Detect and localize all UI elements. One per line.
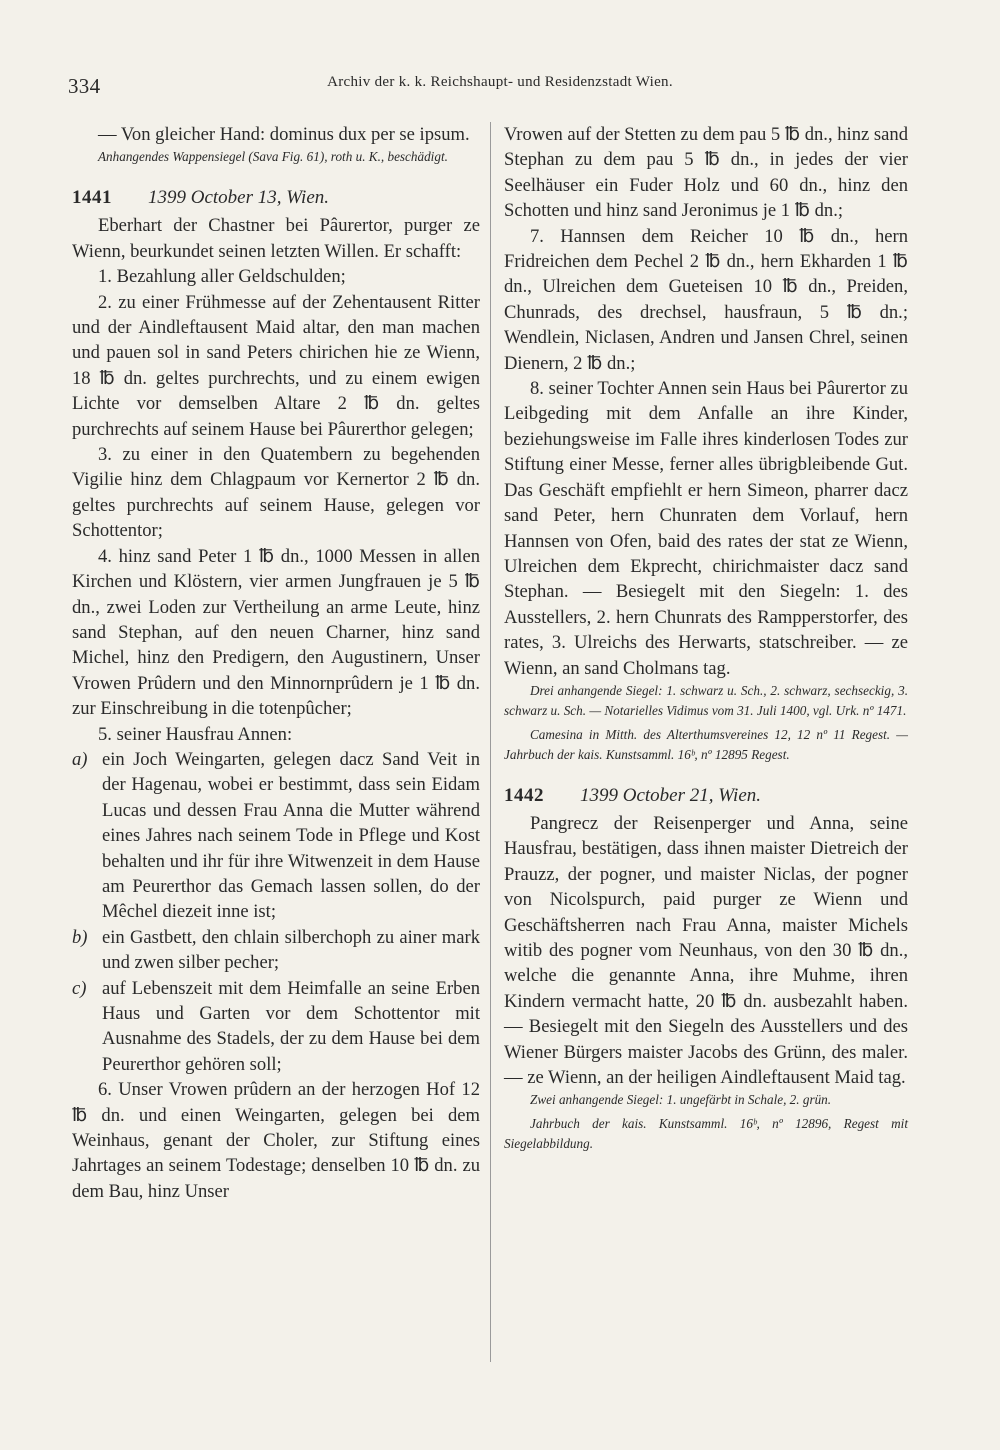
sub-item: [72, 925, 480, 976]
seal-note: Anhangendes Wappensiegel (Sava Fig. 61), roth u. K., beschädigt.: [98, 149, 448, 165]
list-item: 3. zu einer in den Quatembern zu begehenden Vigilie hinz dem Chlagpaum vor Kernertor 2 ℔ dn. geltes purchrechts auf seinem Hause, gelegen vor Schottentor;: [72, 444, 480, 542]
list-item: 8. seiner Tochter Annen sein Haus bei Pâurertor zu Leibgeding mit dem Anfalle an ihre Kinder, beziehungsweise im Falle ihres kinderlosen Todes zur Stiftung einer Messe, ferner alles übrigbleibende Gut. Das Geschäft empfiehlt er hern Simeon, pharrer dacz sand Peter, hern Chunraten dem Vorlauf, hern Hannsen von Ofen, baid des rates der stat ze Wienn, Ulreichen dem Ekprecht, chirichmaister dacz sand Stephan. — Besiegelt mit den Siegeln: 1. des Ausstellers, 2. hern Chunrats des Rampperstorfer, des rates, 3. Ulreichs des Herwarts, statschreiber. — ze Wienn, an sand Cholmans tag.: [504, 378, 908, 679]
entry-number: 1441: [72, 187, 112, 209]
list-item: 1. Bezahlung aller Geldschulden;: [98, 266, 346, 288]
list-item: 6. Unser Vrowen prûdern an der herzogen Hof 12 ℔ dn. und einen Weingarten, gelegen bei dem Weinhaus, genant der Choler, zur Stiftung eines Jahrtages an seinem Todestage; denselben 10 ℔ dn. zu dem Bau, hinz Unser: [72, 1079, 480, 1202]
left-column: [72, 122, 480, 1204]
column-divider: [490, 122, 491, 1362]
seal-note: Zwei anhangende Siegel: 1. ungefärbt in Schale, 2. grün.: [530, 1092, 832, 1108]
entry-date: 1399 October 21, Wien.: [580, 784, 762, 806]
continuation-text: Vrowen auf der Stetten zu dem pau 5 ℔ dn., hinz sand Stephan zu dem pau 5 ℔ dn., in jedes der vier Seelhäuser ein Fuder Holz und 60 dn., hinz den Schotten und hinz sand Jeronimus je 1 ℔ dn.;: [504, 124, 908, 222]
sub-item: [72, 976, 480, 1078]
sub-item-label: a): [72, 748, 88, 770]
reference-note: Jahrbuch der kais. Kunstsamml. 16ᵇ, nº 12896, Regest mit Siegelabbildung.: [504, 1116, 908, 1152]
entry-number: 1442: [504, 784, 544, 806]
page-number: 334: [68, 74, 101, 98]
list-item: 5. seiner Hausfrau Annen:: [98, 723, 293, 745]
right-column: [504, 122, 908, 1154]
entry-date: 1399 October 13, Wien.: [148, 187, 330, 209]
intro-line: — Von gleicher Hand: dominus dux per se ipsum.: [98, 124, 470, 145]
page-header: [68, 74, 932, 104]
entry-opening: Eberhart der Chastner bei Pâurertor, purger ze Wienn, beurkundet seinen letzten Willen. Er schafft:: [72, 215, 480, 262]
sub-item-text: ein Joch Weingarten, gelegen dacz Sand Veit in der Hagenau, wobei er bestimmt, dass sein Eidam Lucas und dessen Frau Anna die Mutter während eines Jahres nach seinem Tode in Pflege und Kost behalten und ihr für ihre Witwenzeit in dem Hause am Peurerthor das Gemach lassen sollen, do der Mêchel diezeit inne ist;: [102, 748, 480, 923]
sub-item-label: b): [72, 926, 88, 948]
reference-note: Camesina in Mitth. des Alterthumsvereines 12, 12 nº 11 Regest. — Jahrbuch der kais. Kunstsamml. 16ᵇ, nº 12895 Regest.: [504, 726, 908, 762]
list-item: 2. zu einer Frühmesse auf der Zehentausent Ritter und der Aindleftausent Maid altar, den man machen und pauen sol in sand Peters chirichen hie ze Wienn, 18 ℔ dn. geltes purchrechts, und zu einem ewigen Lichte vor demselben Altare 2 ℔ dn. geltes purchrechts auf seinem Hause bei Pâurerthor gelegen;: [72, 291, 480, 440]
sub-item-text: auf Lebenszeit mit dem Heimfalle an seine Erben Haus und Garten vor dem Schottentor mit Ausnahme des Stadels, der zu dem Hause bei dem Peurerthor gehören soll;: [102, 977, 480, 1075]
entry-heading-1441: [72, 183, 480, 213]
list-item: 7. Hannsen dem Reicher 10 ℔ dn., hern Fridreichen dem Pechel 2 ℔ dn., hern Ekharden 1 ℔ dn., Ulreichen dem Gueteisen 10 ℔ dn., Preiden, Chunrads, des drechsel, hausfraun, 5 ℔ dn.; Wendlein, Niclasen, Andren und Jansen Chrel, seinen Dienern, 2 ℔ dn.;: [504, 225, 908, 374]
list-item: 4. hinz sand Peter 1 ℔ dn., 1000 Messen in allen Kirchen und Klöstern, vier armen Jungfrauen je 5 ℔ dn., zwei Loden zur Vertheilung an arme Leute, hinz sand Stephan, auf den neuen Charner, hinz sand Michel, hinz den Predigern, den Augustinern, Unser Vrowen Prûdern und den Minnornprûdern je 1 ℔ dn. zur Einschreibung in die totenpûcher;: [72, 545, 480, 720]
sub-item: [72, 747, 480, 925]
entry-heading-1442: [504, 781, 908, 811]
sub-item-text: ein Gastbett, den chlain silberchoph zu ainer mark und zwen silber pecher;: [102, 926, 480, 974]
entry-text: Pangrecz der Reisenperger und Anna, seine Hausfrau, bestätigen, dass ihnen maister Dietreich der Prauzz, der pogner, und maister Niclas, der pogner von Nicolspurch, paid purger ze Wienn und Geschäftsherren nach Frau Anna, maister Michels witib des pogner vom Neunhaus, von den 30 ℔ dn., welche die genannte Anna, ihre Muhme, ihren Kindern vermacht hatte, 20 ℔ dn. ausbezahlt haben. — Besiegelt mit den Siegeln des Ausstellers und des Wiener Bürgers maister Jacobs des Grünn, des maler. — ze Wienn, an der heiligen Aindleftausent Maid tag.: [504, 812, 908, 1088]
seal-note: Drei anhangende Siegel: 1. schwarz u. Sch., 2. schwarz, sechseckig, 3. schwarz u. Sch. — Notarielles Vidimus vom 31. Juli 1400, vgl. Urk. nº 1471.: [504, 682, 908, 718]
running-head: Archiv der k. k. Reichshaupt- und Residenzstadt Wien.: [327, 74, 673, 90]
sub-item-label: c): [72, 977, 87, 999]
